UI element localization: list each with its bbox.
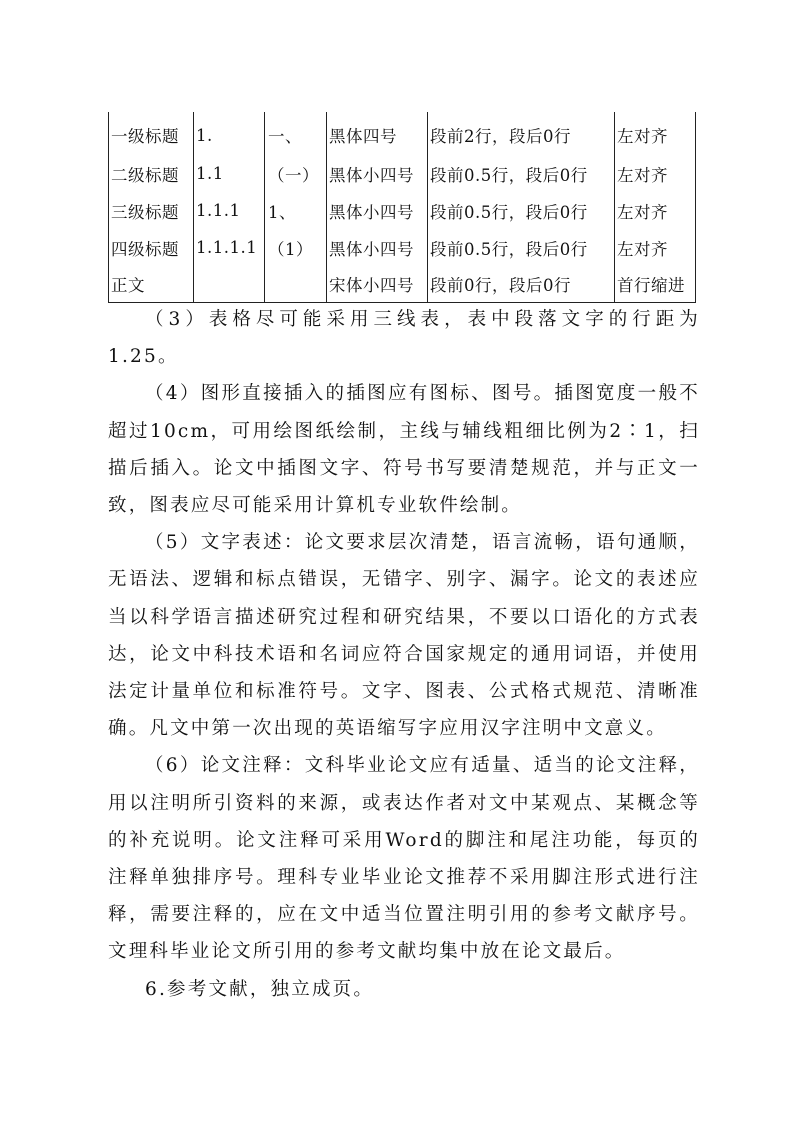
table-cell: 正文 (109, 266, 194, 303)
table-cell: 黑体四号 (327, 112, 428, 155)
table-cell: 段前0行，段后0行 (428, 266, 615, 303)
table-cell: 段前2行，段后0行 (428, 112, 615, 155)
paragraph-wording: （5）文字表述：论文要求层次清楚，语言流畅，语句通顺，无语法、逻辑和标点错误，无错字、别字、漏字。论文的表述应当以科学语言描述研究过程和研究结果，不要以口语化的方式表达，论文中科技术语和名词应符合国家规定的通用词语，并使用法定计量单位和标准符号。文字、图表、公式格式规范、清晰准确。凡文中第一次出现的英语缩写字应用汉字注明中文意义。 (108, 532, 700, 740)
table-cell: 宋体小四号 (327, 266, 428, 303)
table-row (109, 229, 696, 266)
table-cell: 黑体小四号 (327, 192, 428, 229)
table-cell: 1.1 (194, 155, 265, 192)
table-cell: 黑体小四号 (327, 155, 428, 192)
table-cell: 左对齐 (615, 192, 696, 229)
table-cell: 1. (194, 112, 265, 155)
table-cell: 三级标题 (109, 192, 194, 229)
table-cell: 二级标题 (109, 155, 194, 192)
table-cell: 段前0.5行，段后0行 (428, 229, 615, 266)
table-cell: 首行缩进 (615, 266, 696, 303)
table-cell: 一、 (265, 112, 327, 155)
table-cell: 1.1.1.1 (194, 229, 265, 266)
paragraph-table-style: （3）表格尽可能采用三线表，表中段落文字的行距为1.25。 (108, 309, 700, 368)
table-row (109, 112, 696, 155)
table-cell: 1、 (265, 192, 327, 229)
table-cell: 左对齐 (615, 229, 696, 266)
table-cell: （一） (265, 155, 327, 192)
table-cell (194, 266, 265, 303)
body-text (108, 301, 700, 1008)
paragraph-references: 6.参考文献，独立成页。 (145, 978, 375, 1000)
table-cell (265, 266, 327, 303)
table-row (109, 155, 696, 192)
paragraph-figures: （4）图形直接插入的插图应有图标、图号。插图宽度一般不超过10cm，可用绘图纸绘制，主线与辅线粗细比例为2∶1，扫描后插入。论文中插图文字、符号书写要清楚规范，并与正文一致，图表应尽可能采用计算机专业软件绘制。 (108, 383, 700, 517)
heading-format-table (108, 112, 696, 303)
table-cell: 一级标题 (109, 112, 194, 155)
table-cell: 黑体小四号 (327, 229, 428, 266)
table-cell: 1.1.1 (194, 192, 265, 229)
table-cell: （1） (265, 229, 327, 266)
table-cell: 四级标题 (109, 229, 194, 266)
table-cell: 左对齐 (615, 155, 696, 192)
table-row (109, 266, 696, 303)
table-row (109, 192, 696, 229)
table-cell: 段前0.5行，段后0行 (428, 192, 615, 229)
paragraph-annotations: （6）论文注释：文科毕业论文应有适量、适当的论文注释，用以注明所引资料的来源，或表达作者对文中某观点、某概念等的补充说明。论文注释可采用Word的脚注和尾注功能，每页的注释单独排序号。理科专业毕业论文推荐不采用脚注形式进行注释，需要注释的，应在文中适当位置注明引用的参考文献序号。文理科毕业论文所引用的参考文献均集中放在论文最后。 (108, 755, 700, 963)
table-cell: 段前0.5行，段后0行 (428, 155, 615, 192)
table-cell: 左对齐 (615, 112, 696, 155)
